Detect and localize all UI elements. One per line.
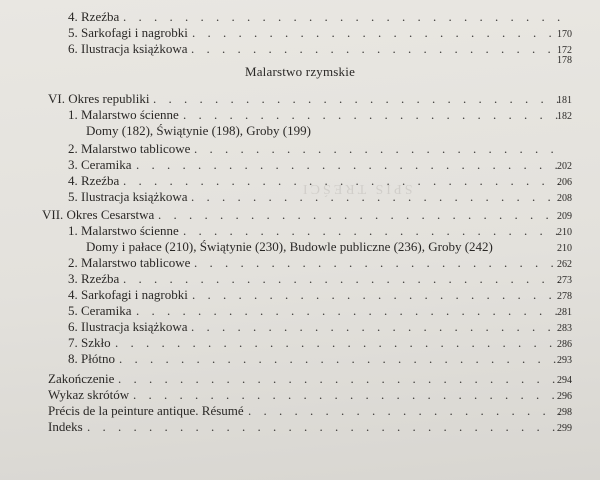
section-title: Malarstwo rzymskie (244, 64, 356, 79)
toc-page-number: 210 (557, 243, 572, 254)
toc-entry-label: 6. Ilustracja książkowa (68, 41, 188, 56)
toc-page-number: 273 (557, 275, 572, 286)
toc-entry-label: 4. Sarkofagi i nagrobki (68, 287, 188, 302)
toc-entry (0, 50, 600, 68)
toc-page-number: 202 (557, 161, 572, 172)
toc-entry-label: 5. Ilustracja książkowa (68, 189, 188, 204)
toc-page-number: 208 (557, 193, 572, 204)
toc-page-number: 294 (557, 375, 572, 386)
toc-entry-label: Zakończenie (48, 371, 115, 386)
toc-entry (0, 188, 600, 206)
toc-entry-label: 1. Malarstwo ścienne (68, 107, 179, 122)
toc-entry-label: 5. Ceramika (68, 303, 132, 318)
toc-page-number: 283 (557, 323, 572, 334)
toc-entry-label: 1. Malarstwo ścienne (68, 223, 179, 238)
toc-entry-label: 2. Malarstwo tablicowe (68, 255, 191, 270)
toc-entry-label: 7. Szkło (68, 335, 111, 350)
toc-entry (0, 350, 600, 368)
toc-entry-label: 5. Sarkofagi i nagrobki (68, 25, 188, 40)
toc-page-number: 296 (557, 391, 572, 402)
toc-entry-label: VI. Okres republiki (48, 91, 150, 106)
bleed-through-text: SPIS TREŚCI (300, 181, 413, 196)
toc-entry-label: 3. Rzeźba (68, 271, 120, 286)
toc-entry-label: Domy (182), Świątynie (198), Groby (199) (86, 123, 311, 138)
toc-entry-label: VII. Okres Cesarstwa (42, 207, 155, 222)
toc-entry-label: Indeks (48, 419, 83, 434)
dot-leader (191, 188, 560, 206)
toc-entry-label: 4. Rzeźba (68, 9, 120, 24)
toc-page-number: 298 (557, 407, 572, 418)
toc-page-number: 210 (557, 227, 572, 238)
toc-page-number: 286 (557, 339, 572, 350)
toc-entry-label: Domy i pałace (210), Świątynie (230), Budowle publiczne (236), Groby (242) (86, 239, 493, 254)
toc-page-number: 172 (557, 45, 572, 56)
toc-page-number: 293 (557, 355, 572, 366)
dot-leader (119, 350, 560, 368)
toc-entry-label: 2. Malarstwo tablicowe (68, 141, 191, 156)
toc-page-number: 170 (557, 29, 572, 40)
toc-page-number: 299 (557, 423, 572, 434)
toc-page-number: 281 (557, 307, 572, 318)
toc-entry-label: 4. Rzeźba (68, 173, 120, 188)
toc-entry (0, 418, 600, 436)
toc-entry-label: 6. Ilustracja książkowa (68, 319, 188, 334)
toc-entry-label: Précis de la peinture antique. Résumé (48, 403, 244, 418)
toc-entry-label: 8. Płótno (68, 351, 115, 366)
toc-page-number: 206 (557, 177, 572, 188)
toc-page-number: 278 (557, 291, 572, 302)
toc-page-number: 262 (557, 259, 572, 270)
toc-entry-label: 3. Ceramika (68, 157, 132, 172)
toc-entry-label: Wykaz skrótów (48, 387, 130, 402)
toc-page-number: 209 (557, 211, 572, 222)
toc-entry (0, 122, 600, 140)
toc-page-number: 182 (557, 111, 572, 122)
dot-leader (87, 418, 560, 436)
toc-page-number: 181 (557, 95, 572, 106)
toc-page-number: 178 (557, 55, 572, 66)
